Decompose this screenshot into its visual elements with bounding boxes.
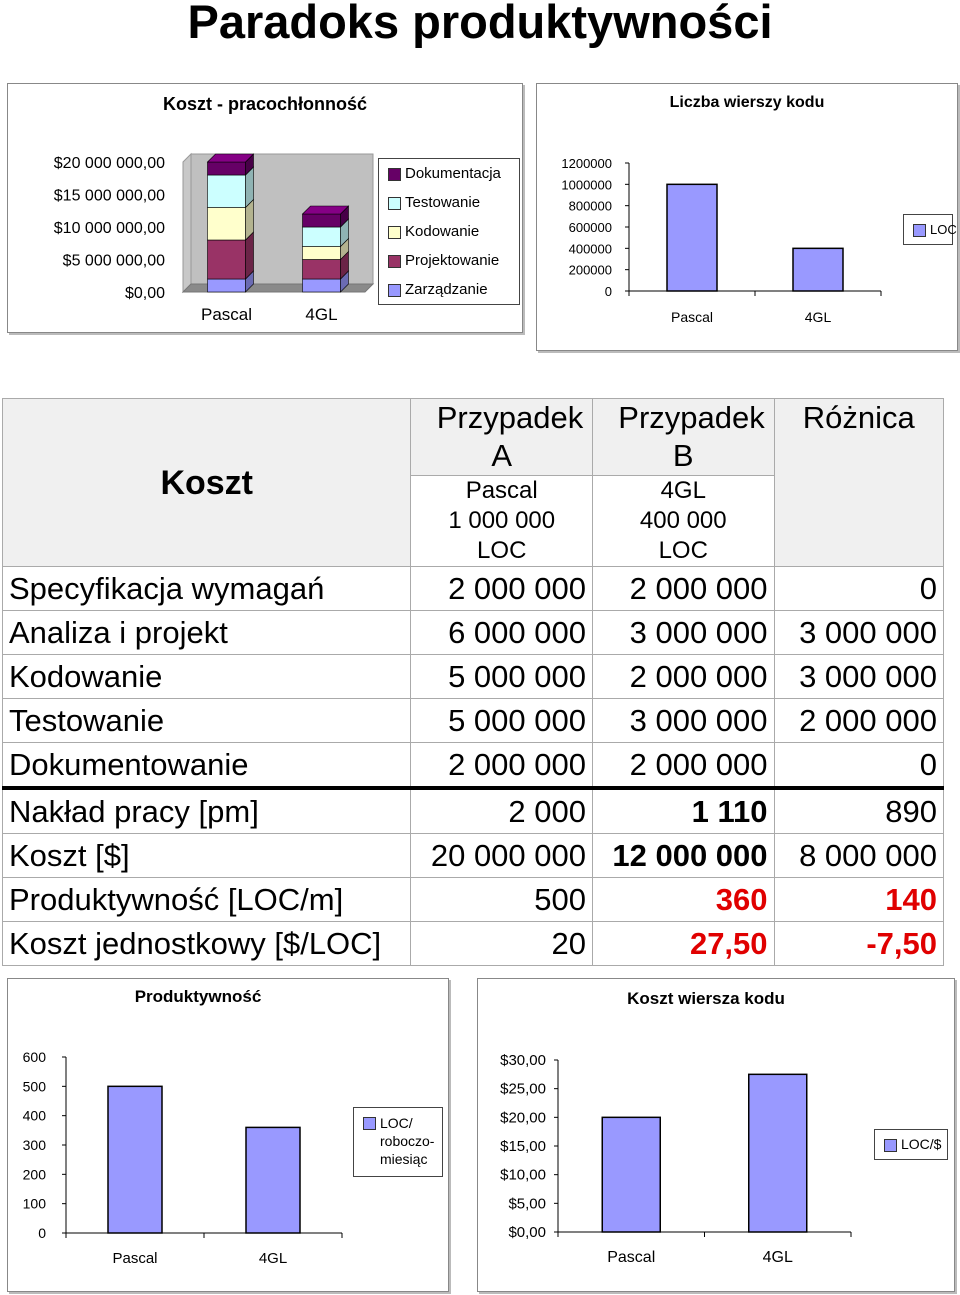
y-tick-label: $20 000 000,00 bbox=[53, 155, 165, 172]
loc-chart-title: Liczba wierszy kodu bbox=[669, 94, 825, 111]
loc-chart bbox=[537, 120, 887, 350]
col-b-sub: 4GL 400 000 LOC bbox=[593, 476, 775, 567]
y-tick-label: $5 000 000,00 bbox=[62, 252, 165, 270]
x-tick-label: 4GL bbox=[258, 1250, 288, 1267]
legend-label: Zarządzanie bbox=[405, 281, 488, 298]
koszt-header: Koszt bbox=[3, 399, 411, 567]
productivity-chart-panel bbox=[7, 978, 449, 1292]
line-cost-chart-panel bbox=[477, 978, 955, 1292]
col-diff-header: Różnica bbox=[774, 399, 943, 567]
table-row: Specyfikacja wymagań 2 000 000 2 000 000 0 bbox=[3, 567, 944, 611]
legend-label: LOC/$ bbox=[901, 1136, 942, 1152]
col-a-sub: Pascal 1 000 000 LOC bbox=[411, 476, 593, 567]
y-tick-label: $30,00 bbox=[500, 1052, 546, 1069]
y-tick-label: $0,00 bbox=[508, 1224, 546, 1241]
legend-item bbox=[379, 275, 519, 304]
bar bbox=[749, 1074, 807, 1232]
bar-segment bbox=[303, 260, 341, 280]
y-tick-label: $5,00 bbox=[508, 1195, 546, 1213]
bar bbox=[108, 1086, 162, 1233]
bar-top bbox=[208, 154, 254, 162]
y-tick-label: 200 bbox=[22, 1166, 46, 1183]
table-row: Koszt jednostkowy [$/LOC] 20 27,50 -7,50 bbox=[3, 922, 944, 966]
legend-label: Testowanie bbox=[405, 194, 481, 211]
y-tick-label: $10,00 bbox=[500, 1166, 546, 1184]
y-tick-label: $20,00 bbox=[500, 1109, 546, 1127]
legend-swatch bbox=[913, 224, 926, 237]
col-b-header: Przypadek B bbox=[593, 399, 775, 476]
legend-item bbox=[379, 217, 519, 246]
bar-segment bbox=[208, 162, 246, 175]
bar-segment bbox=[303, 279, 341, 292]
page-title: Paradoks produktywności bbox=[187, 0, 773, 48]
legend-item bbox=[904, 215, 957, 244]
bar-top bbox=[303, 206, 349, 214]
legend-label: Kodowanie bbox=[405, 223, 480, 240]
line-cost-chart-legend bbox=[874, 1129, 948, 1160]
legend-label: LOC/ roboczo- miesiąc bbox=[380, 1115, 435, 1167]
cost-chart-legend bbox=[378, 158, 520, 305]
bar-segment bbox=[303, 247, 341, 260]
y-tick-label: 1000000 bbox=[561, 177, 612, 193]
col-a-header: Przypadek A bbox=[411, 399, 593, 476]
y-tick-label: 300 bbox=[22, 1137, 46, 1153]
legend-swatch bbox=[388, 255, 401, 268]
y-tick-label: $10 000 000,00 bbox=[53, 220, 165, 237]
x-tick-label: Pascal bbox=[112, 1250, 158, 1267]
x-tick-label: 4GL bbox=[305, 305, 338, 324]
legend-item bbox=[379, 159, 519, 188]
table-row: Testowanie 5 000 000 3 000 000 2 000 000 bbox=[3, 699, 944, 743]
loc-chart-legend bbox=[903, 214, 957, 245]
y-tick-label: 800000 bbox=[568, 198, 612, 214]
bar-segment bbox=[208, 279, 246, 292]
legend-swatch bbox=[388, 284, 401, 297]
bar bbox=[667, 184, 717, 291]
legend-swatch bbox=[388, 168, 401, 181]
legend-item bbox=[875, 1130, 947, 1159]
y-tick-label: 0 bbox=[38, 1225, 46, 1241]
bar-segment bbox=[208, 240, 246, 279]
y-tick-label: 600 bbox=[22, 1049, 46, 1065]
legend-label: Dokumentacja bbox=[405, 165, 501, 182]
table-row: Produktywność [LOC/m] 500 360 140 bbox=[3, 878, 944, 922]
line-cost-chart-title: Koszt wiersza kodu bbox=[627, 989, 785, 1008]
y-tick-label: 100 bbox=[22, 1195, 46, 1212]
x-tick-label: 4GL bbox=[804, 309, 832, 325]
y-tick-label: 400000 bbox=[568, 241, 612, 257]
productivity-chart-legend bbox=[353, 1107, 443, 1177]
legend-item bbox=[354, 1108, 442, 1176]
y-tick-label: $0,00 bbox=[124, 285, 165, 302]
table-row: Dokumentowanie 2 000 000 2 000 000 0 bbox=[3, 743, 944, 789]
legend-label: Projektowanie bbox=[405, 252, 500, 269]
y-tick-label: $25,00 bbox=[500, 1080, 546, 1098]
x-tick-label: 4GL bbox=[762, 1249, 793, 1266]
table-row: Koszt [$] 20 000 000 12 000 000 8 000 000 bbox=[3, 834, 944, 878]
y-tick-label: 0 bbox=[604, 284, 612, 299]
table-row: Analiza i projekt 6 000 000 3 000 000 3 000 000 bbox=[3, 611, 944, 655]
y-tick-label: $15 000 000,00 bbox=[53, 187, 165, 205]
cost-table bbox=[2, 398, 944, 966]
cost-chart-panel bbox=[7, 83, 523, 333]
legend-swatch bbox=[388, 226, 401, 239]
cost-chart-title: Koszt - pracochłonność bbox=[162, 94, 368, 114]
y-tick-label: 600000 bbox=[568, 220, 612, 235]
x-tick-label: Pascal bbox=[200, 305, 253, 324]
y-tick-label: 1200000 bbox=[561, 156, 612, 171]
legend-item bbox=[379, 246, 519, 275]
productivity-chart-title: Produktywność bbox=[134, 987, 262, 1006]
loc-chart-panel bbox=[536, 83, 958, 351]
bar-segment bbox=[208, 208, 246, 241]
y-tick-label: 200000 bbox=[568, 262, 612, 278]
bar-segment bbox=[208, 175, 246, 208]
y-tick-label: 400 bbox=[22, 1107, 46, 1124]
legend-swatch bbox=[363, 1117, 376, 1130]
legend-label: LOC bbox=[930, 222, 957, 237]
x-tick-label: Pascal bbox=[607, 1249, 656, 1266]
productivity-chart bbox=[8, 989, 343, 1289]
bar bbox=[793, 248, 843, 291]
back-wall-left bbox=[183, 154, 191, 292]
line-cost-chart bbox=[478, 989, 858, 1289]
bar-segment bbox=[303, 214, 341, 227]
bar bbox=[246, 1127, 300, 1233]
legend-item bbox=[379, 188, 519, 217]
bar-segment bbox=[303, 227, 341, 247]
y-tick-label: 500 bbox=[22, 1078, 46, 1095]
table-row: Nakład pracy [pm] 2 000 1 110 890 bbox=[3, 788, 944, 834]
x-tick-label: Pascal bbox=[670, 309, 714, 325]
cost-chart bbox=[8, 124, 378, 324]
y-tick-label: $15,00 bbox=[500, 1138, 546, 1155]
bar bbox=[602, 1117, 660, 1232]
legend-swatch bbox=[388, 197, 401, 210]
legend-swatch bbox=[884, 1139, 897, 1152]
table-row: Kodowanie 5 000 000 2 000 000 3 000 000 bbox=[3, 655, 944, 699]
